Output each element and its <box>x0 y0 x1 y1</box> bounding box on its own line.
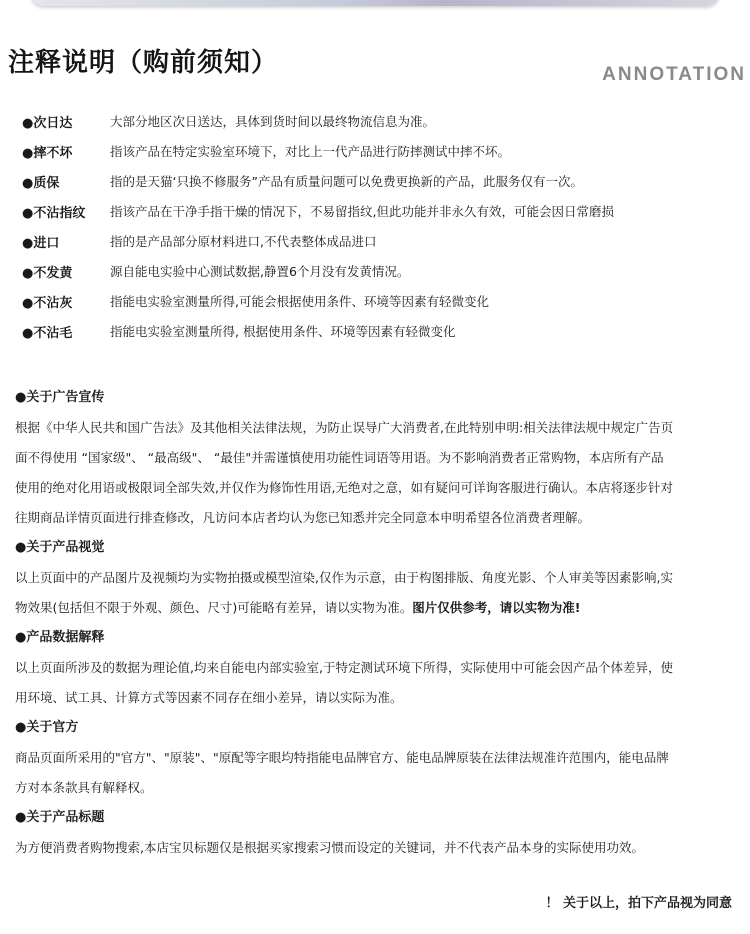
section-heading-text: 产品数据解释 <box>26 630 105 645</box>
section-body-text: 以上页面中的产品图片及视频均为实物拍摄或模型渲染,仅作为示意，由于构图排版、角度光影、个人审美等因素影响,实 <box>15 570 673 585</box>
note-row <box>22 226 742 256</box>
note-row <box>22 196 742 226</box>
section-heading <box>15 383 735 413</box>
section-body-text: 面不得使用 “国家级"、 “最高级"、 “最佳"并需谨慎使用功能性词语等用语。为不影响消费者正常购物，本店所有产品 <box>15 450 664 465</box>
note-term <box>22 232 110 251</box>
note-row <box>22 256 742 286</box>
section-body-text: 物效果(包括但不限于外观、颜色、尺寸)可能略有差异，请以实物为准。 <box>15 600 413 615</box>
note-term <box>22 172 110 191</box>
section-body-line <box>15 563 735 593</box>
note-row <box>22 106 742 136</box>
section-heading-text: 关于产品标题 <box>26 810 105 825</box>
section-body-line <box>15 653 735 683</box>
bullet-icon: ● <box>15 390 27 405</box>
section-body-line <box>15 503 735 533</box>
bullet-icon: ● <box>15 540 27 555</box>
note-row <box>22 316 742 346</box>
bullet-icon: ● <box>22 295 34 311</box>
bullet-icon: ● <box>22 175 34 191</box>
note-description: 指能电实验室测量所得,可能会根据使用条件、环境等因素有轻微变化 <box>110 294 489 309</box>
section-heading <box>15 713 735 743</box>
section-heading-text: 关于广告宣传 <box>26 390 105 405</box>
note-term <box>22 322 110 341</box>
note-row <box>22 166 742 196</box>
bullet-icon: ● <box>15 630 27 645</box>
note-row <box>22 286 742 316</box>
section-heading <box>15 623 735 653</box>
disclaimer-sections <box>15 383 735 863</box>
note-term-label: 不沾毛 <box>33 325 73 341</box>
section-heading-text: 关于官方 <box>26 720 79 735</box>
note-description: 指该产品在干净手指干燥的情况下，不易留指纹,但此功能并非永久有效，可能会因日常磨损 <box>110 204 614 219</box>
section-emphasis: 图片仅供参考，请以实物为准! <box>412 600 581 615</box>
note-description: 指该产品在特定实验室环境下，对比上一代产品进行防摔测试中摔不坏。 <box>110 144 511 159</box>
section-body-text: 根据《中华人民共和国广告法》及其他相关法律法规，为防止误导广大消费者,在此特别申明:相关法律法规中规定广告页 <box>15 420 674 435</box>
section-body-text: 用环境、试工具、计算方式等因素不同存在细小差异，请以实际为准。 <box>15 690 403 705</box>
section-body-text: 往期商品详情页面进行排查修改，凡访问本店者均认为您已知悉并完全同意本申明希望各位消费者理解。 <box>15 510 591 525</box>
section-heading <box>15 533 735 563</box>
note-description: 大部分地区次日送达，具体到货时间以最终物流信息为准。 <box>110 114 436 129</box>
bullet-icon: ● <box>22 115 34 131</box>
note-term-label: 进口 <box>33 235 60 251</box>
section-heading-text: 关于产品视觉 <box>26 540 105 555</box>
section-body-line <box>15 413 735 443</box>
section-body-line <box>15 443 735 473</box>
note-term-label: 不发黄 <box>33 265 73 281</box>
section-body-line <box>15 593 735 623</box>
note-term-label: 不沾灰 <box>33 295 73 311</box>
section-body-text: 方对本条款具有解释权。 <box>15 780 153 795</box>
note-term <box>22 202 110 221</box>
top-banner-image <box>30 0 720 6</box>
section-body-line <box>15 683 735 713</box>
section-heading <box>15 803 735 833</box>
note-term <box>22 292 110 311</box>
bullet-icon: ● <box>22 145 34 161</box>
notes-list <box>22 106 742 346</box>
note-term-label: 次日达 <box>33 115 73 131</box>
page-title: 注释说明（购前须知） <box>8 48 279 78</box>
section-body-line <box>15 743 735 773</box>
note-term-label: 质保 <box>33 175 60 191</box>
section-body-line <box>15 773 735 803</box>
note-row <box>22 136 742 166</box>
annotation-label: ANNOTATION <box>602 64 746 85</box>
bullet-icon: ● <box>22 235 34 251</box>
note-description: 源自能电实验中心测试数据,静置6个月没有发黄情况。 <box>110 264 410 279</box>
note-term-label: 摔不坏 <box>33 145 73 161</box>
agreement-footer: ！ 关于以上，拍下产品视为同意 <box>545 896 732 911</box>
note-term-label: 不沾指纹 <box>33 205 86 221</box>
note-description: 指能电实验室测量所得, 根据使用条件、环境等因素有轻微变化 <box>110 324 456 339</box>
section-body-line <box>15 473 735 503</box>
note-description: 指的是天猫‘只换不修服务”产品有质量问题可以免费更换新的产品，此服务仅有一次。 <box>110 174 583 189</box>
section-body-text: 为方便消费者购物搜索,本店宝贝标题仅是根据买家搜索习惯而设定的关键词，并不代表产品本身的实际使用功效。 <box>15 840 644 855</box>
bullet-icon: ● <box>22 265 34 281</box>
note-term <box>22 142 110 161</box>
bullet-icon: ● <box>15 720 27 735</box>
section-body-text: 以上页面所涉及的数据为理论值,均来自能电内部实验室,于特定测试环境下所得，实际使用中可能会因产品个体差异，使 <box>15 660 673 675</box>
section-body-line <box>15 833 735 863</box>
section-body-text: 商品页面所采用的"官方"、"原装"、"原配等字眼均特指能电品牌官方、能电品牌原装在法律法规准许范围内，能电品牌 <box>15 750 669 765</box>
bullet-icon: ● <box>22 205 34 221</box>
note-description: 指的是产品部分原材料进口,不代表整体成品进口 <box>110 234 377 249</box>
note-term <box>22 262 110 281</box>
section-body-text: 使用的绝对化用语或极限词全部失效,并仅作为修饰性用语,无绝对之意，如有疑问可详询客服进行确认。本店将逐步针对 <box>15 480 673 495</box>
note-term <box>22 112 110 131</box>
bullet-icon: ● <box>22 325 34 341</box>
bullet-icon: ● <box>15 810 27 825</box>
